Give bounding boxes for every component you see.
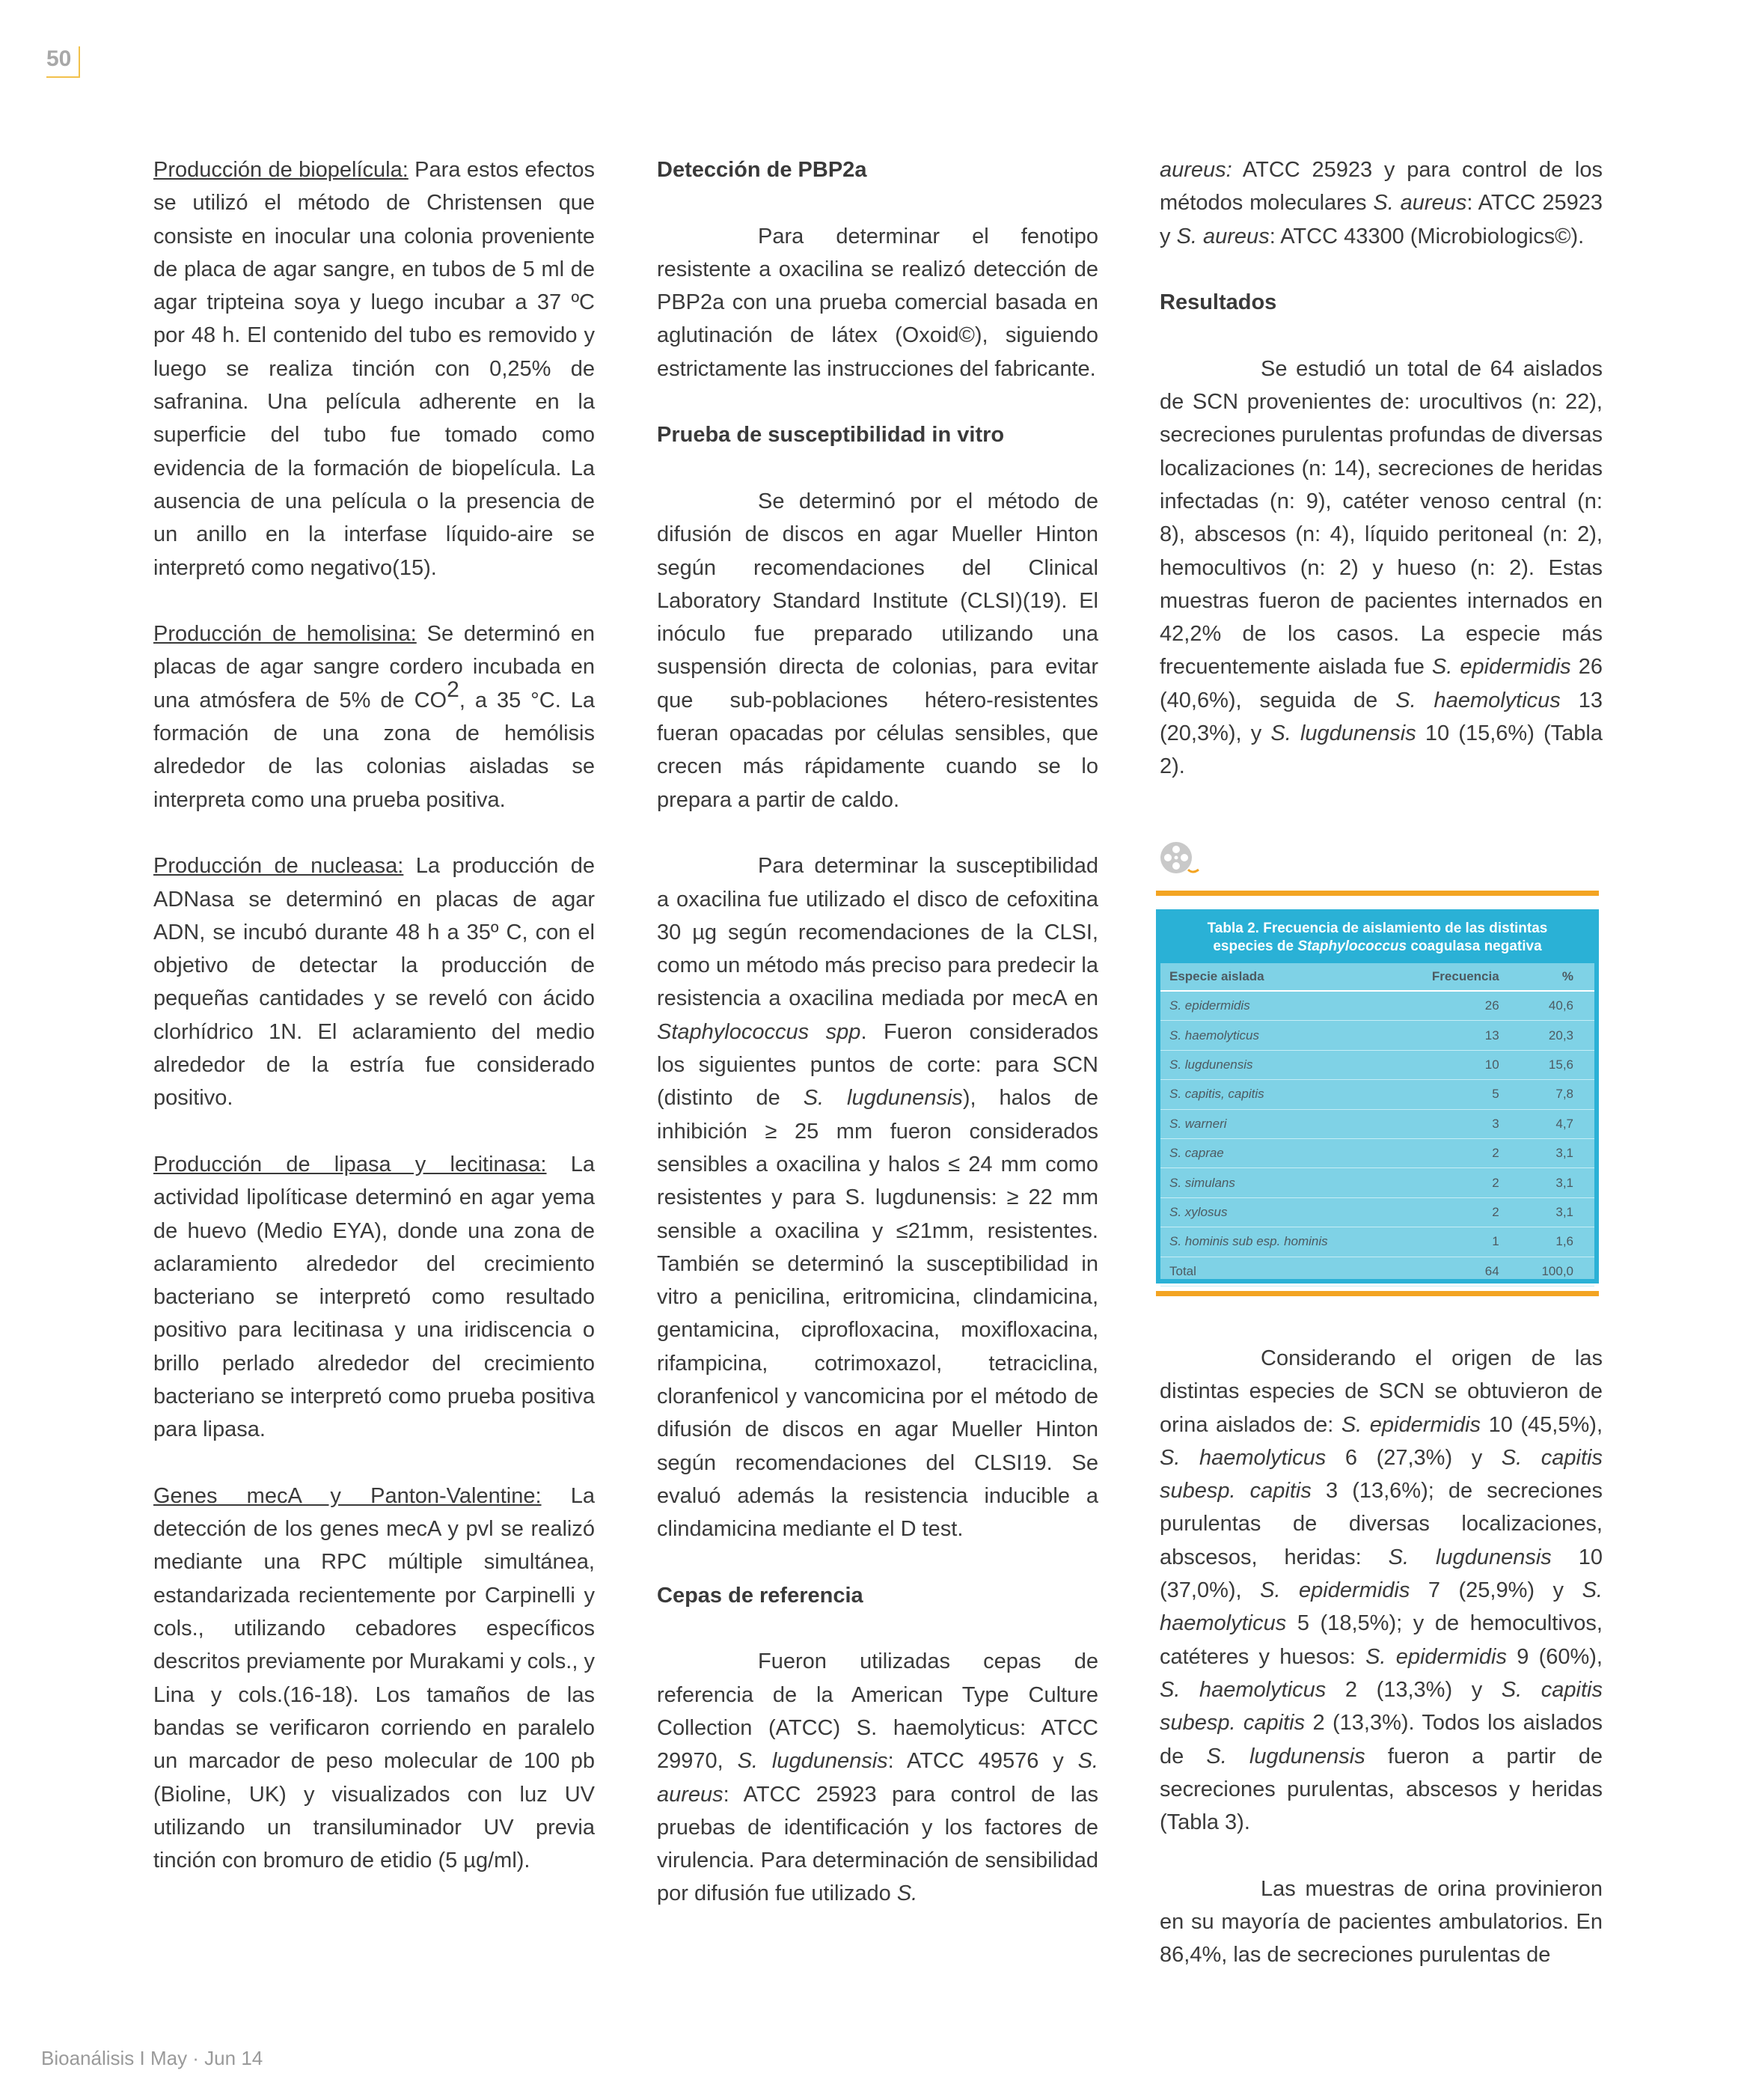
table-row: S. epidermidis 26 40,6 (1160, 991, 1594, 1021)
film-reel-icon (1158, 840, 1203, 877)
reference-strains-heading: Cepas de referencia (657, 1583, 863, 1608)
header-frequency: Frecuencia (1396, 963, 1520, 991)
column-2 (657, 153, 1098, 1911)
genes-heading: Genes mecA y Panton-Valentine: (153, 1483, 542, 1508)
nuclease-heading: Producción de nucleasa: (153, 854, 404, 879)
susceptibility-heading: Prueba de susceptibilidad in vitro (657, 423, 1005, 448)
genes-paragraph: Genes mecA y Panton-Valentine: La detección de los genes mecA y pvl se realizó mediante una RPC múltiple simultánea, estandarizada recientemente por Carpinelli y cols., utilizando cebadores específicos descritos previamente por Murakami y cols., y Lina y cols.(16-18). Los tamaños de las bandas se verificaron corriendo en paralelo un marcador de peso molecular de 100 pb (Bioline, UK) y visualizados con luz UV utilizando un transiluminador UV previa tinción con bromuro de etidio (5 µg/ml). (153, 1483, 595, 1873)
table-row: S. simulans 2 3,1 (1160, 1168, 1594, 1197)
table-title: Tabla 2. Frecuencia de aislamiento de las distintas especies de Staphylococcus coagulasa negativa (1160, 914, 1594, 963)
urine-samples-paragraph: Las muestras de orina provinieron en su mayoría de pacientes ambulatorios. En 86,4%, las de secreciones purulentas de (1160, 1876, 1603, 1968)
biofilm-heading: Producción de biopelícula: (153, 158, 409, 182)
results-heading: Resultados (1160, 290, 1277, 315)
table-total-row: Total 64 100,0 (1160, 1257, 1594, 1286)
column-3 (1160, 153, 1603, 784)
nuclease-paragraph: Producción de nucleasa: La producción de ADNasa se determinó en placas de agar ADN, se incubó durante 48 h a 35º C, con el objetivo de detectar la producción de pequeñas cantidades y se reveló con ácido clorhídrico 1N. El aclaramiento del medio alrededor de la estría fue considerado positivo. (153, 854, 595, 1111)
table-row: S. warneri 3 4,7 (1160, 1109, 1594, 1138)
pbp2a-heading: Detección de PBP2a (657, 158, 867, 182)
susceptibility-paragraph: Se determinó por el método de difusión de discos en agar Mueller Hinton según recomendaciones del Clinical Laboratory Standard Institute (CLSI)(19). El inóculo fue preparado utilizando una suspensión directa de colonias, para evitar que sub-poblaciones hétero-resistentes fueran opacadas por células sensibles, que crecen más rápidamente cuando se lo prepara a partir de caldo. (657, 489, 1098, 812)
table-row: S. hominis sub esp. hominis 1 1,6 (1160, 1227, 1594, 1257)
lipase-heading: Producción de lipasa y lecitinasa: (153, 1152, 547, 1176)
table-header-row (1160, 963, 1594, 991)
table-row: S. capitis, capitis 5 7,8 (1160, 1080, 1594, 1109)
origin-paragraph: Considerando el origen de las distintas especies de SCN se obtuvieron de orina aislados de: S. epidermidis 10 (45,5%), S. haemolyticus 6 (27,3%) y S. capitis subesp. capitis 3 (13,6%); de secreciones purulentas de diversas localizaciones, abscesos, heridas: S. lugdunensis 10 (37,0%), S. epidermidis 7 (25,9%) y S. haemolyticus 5 (18,5%); y de hemocultivos, catéteres y huesos: S. epidermidis 9 (60%), S. haemolyticus 2 (13,3%) y S. capitis subesp. capitis 2 (13,3%). Todos los aislados de S. lugdunensis fueron a partir de secreciones purulentas, abscesos y heridas (Tabla 3). (1160, 1346, 1603, 1835)
table-2 (1156, 909, 1599, 1283)
header-species: Especie aislada (1160, 963, 1396, 991)
frequency-table (1160, 963, 1594, 1286)
table-top-rule (1156, 891, 1599, 896)
column-3-lower (1160, 1342, 1603, 1972)
page-number: 50 (46, 46, 80, 78)
hemolysin-paragraph: Producción de hemolisina: Se determinó en placas de agar sangre cordero incubada en una atmósfera de 5% de CO2, a 35 °C. La formación de una zona de hemólisis alrededor de las colonias aisladas se interpreta como una prueba positiva. (153, 622, 595, 812)
table-row: S. xylosus 2 3,1 (1160, 1197, 1594, 1227)
reference-strains-paragraph: Fueron utilizadas cepas de referencia de la American Type Culture Collection (ATCC) S. haemolyticus: ATCC 29970, S. lugdunensis: ATCC 49576 y S. aureus: ATCC 25923 para control de las pruebas de identificación y los factores de virulencia. Para determinación de sensibilidad por difusión fue utilizado S. (657, 1649, 1098, 1906)
biofilm-paragraph: Producción de biopelícula: Para estos efectos se utilizó el método de Christensen que consiste en inocular una colonia proveniente de placa de agar sangre, en tubos de 5 ml de agar tripteina soya y luego incubar a 37 ºC por 48 h. El contenido del tubo es removido y luego se realiza tinción con 0,25% de safranina. Una película adherente en la superficie del tubo fue tomado como evidencia de la formación de biopelícula. La ausencia de una película o la presencia de un anillo en la interfase líquido-aire se interpretó como negativo(15). (153, 158, 596, 580)
pbp2a-paragraph: Para determinar el fenotipo resistente a oxacilina se realizó detección de PBP2a con una prueba comercial basada en aglutinación de látex (Oxoid©), siguiendo estrictamente las instrucciones del fabricante. (657, 224, 1098, 381)
lipase-paragraph: Producción de lipasa y lecitinasa: La actividad lipolíticase determinó en agar yema de huevo (Medio EYA), donde una zona de aclaramiento alrededor del crecimiento bacteriano se interpretó como resultado positivo para lecitinasa y una iridiscencia o brillo perlado alrededor del crecimiento bacteriano se interpretó como prueba positiva para lipasa. (153, 1152, 595, 1442)
oxacillin-paragraph: Para determinar la susceptibilidad a oxacilina fue utilizado el disco de cefoxitina 30 µg según recomendaciones de la CLSI, como un método más preciso para predecir la resistencia a oxacilina mediada por mecA en Staphylococcus spp. Fueron considerados los siguientes puntos de corte: para SCN (distinto de S. lugdunensis), halos de inhibición ≥ 25 mm fueron considerados sensibles a oxacilina y halos ≤ 24 mm como resistentes y para S. lugdunensis: ≥ 22 mm sensible a oxacilina y ≤21mm, resistentes. También se determinó la susceptibilidad in vitro a penicilina, eritromicina, clindamicina, gentamicina, ciprofloxacina, moxifloxacina, rifampicina, cotrimoxazol, tetraciclina, cloranfenicol y vancomicina por el método de difusión de discos en agar Mueller Hinton según recomendaciones del CLSI19. Se evaluó además la resistencia inducible a clindamicina mediante el D test. (657, 854, 1098, 1542)
header-percent: % (1520, 963, 1594, 991)
results-paragraph: Se estudió un total de 64 aislados de SCN provenientes de: urocultivos (n: 22), secreciones purulentas profundas de diversas localizaciones (n: 14), secreciones de heridas infectadas (n: 9), catéter venoso central (n: 8), abscesos (n: 4), líquido peritoneal (n: 2), hemocultivos (n: 2) y hueso (n: 2). Estas muestras fueron de pacientes internados en 42,2% de los casos. La especie más frecuentemente aislada fue S. epidermidis 26 (40,6%), seguida de S. haemolyticus 13 (20,3%), y S. lugdunensis 10 (15,6%) (Tabla 2). (1160, 356, 1603, 779)
table-bottom-rule (1156, 1291, 1599, 1296)
table-row: S. lugdunensis 10 15,6 (1160, 1050, 1594, 1079)
reference-strains-continuation: aureus: ATCC 25923 y para control de los métodos moleculares S. aureus: ATCC 25923 y S. aureus: ATCC 43300 (Microbiologics©). (1160, 158, 1603, 248)
hemolysin-heading: Producción de hemolisina: (153, 622, 417, 647)
footer: Bioanálisis I May · Jun 14 (41, 2047, 263, 2069)
table-row: S. caprae 2 3,1 (1160, 1138, 1594, 1167)
column-1 (153, 153, 595, 1877)
table-row: S. haemolyticus 13 20,3 (1160, 1021, 1594, 1050)
